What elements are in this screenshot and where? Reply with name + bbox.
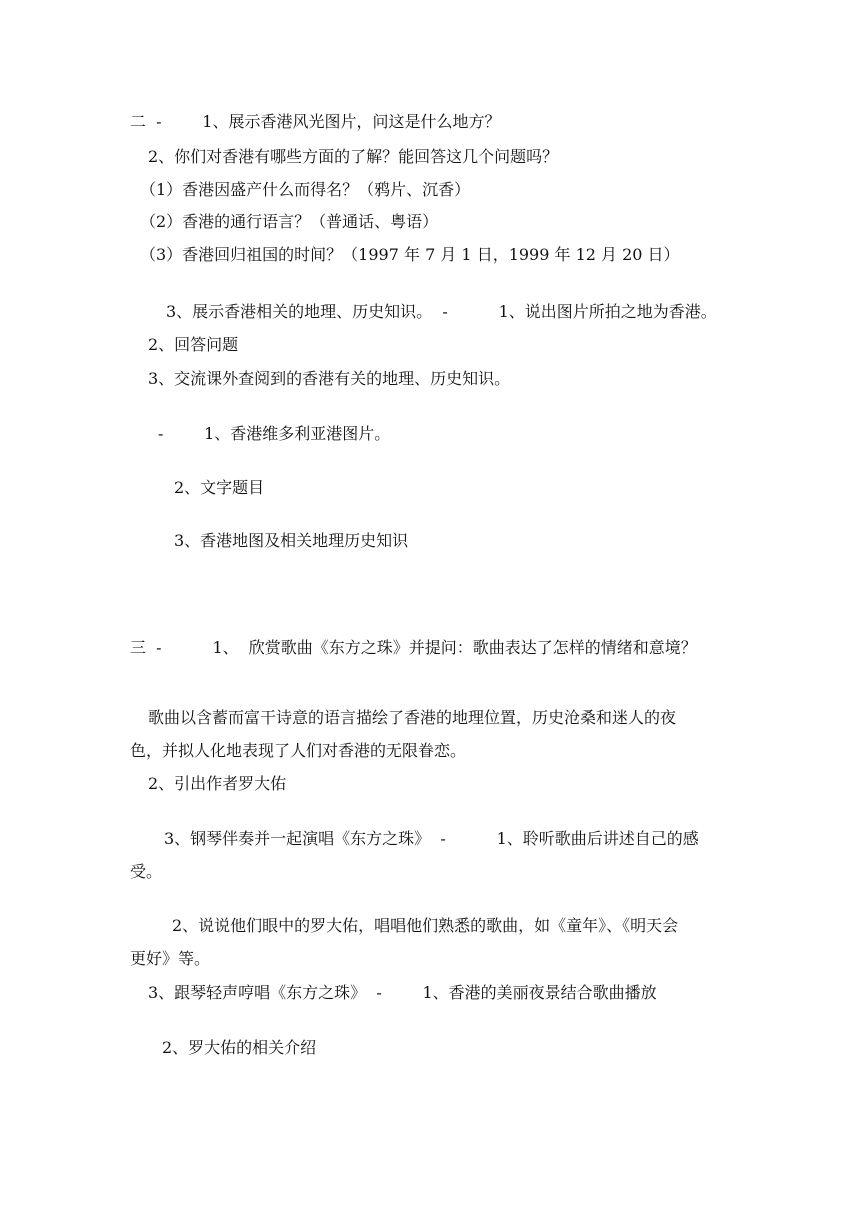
text-line: 色，并拟人化地表现了人们对香港的无限眷恋。 <box>130 741 467 760</box>
text-line: 2、回答问题 <box>148 335 239 354</box>
text-line: 歌曲以含蓄而富干诗意的语言描绘了香港的地理位置，历史沧桑和迷人的夜 <box>148 708 677 727</box>
section-two-heading: 二 - 1、展示香港风光图片，问这是什么地方？ <box>130 112 501 131</box>
section-three-heading: 三 - 1、 欣赏歌曲《东方之珠》并提问：歌曲表达了怎样的情绪和意境？ <box>130 638 697 657</box>
text-line: 更好》等。 <box>130 949 211 968</box>
text-line: 受。 <box>130 862 163 881</box>
text-line: 3、跟琴轻声哼唱《东方之珠》 - 1、香港的美丽夜景结合歌曲播放 <box>148 983 657 1002</box>
text-line: 2、引出作者罗大佑 <box>148 774 287 793</box>
text-line: 2、你们对香港有哪些方面的了解？能回答这几个问题吗？ <box>148 147 559 166</box>
text-line: 3、交流课外查阅到的香港有关的地理、历史知识。 <box>148 369 511 388</box>
text-line: 3、展示香港相关的地理、历史知识。 - 1、说出图片所拍之地为香港。 <box>166 302 717 321</box>
text-line: 2、文字题目 <box>174 478 265 497</box>
text-line: （1）香港因盛产什么而得名？（鸦片、沉香） <box>140 180 471 199</box>
text-line: 3、钢琴伴奏并一起演唱《东方之珠》 - 1、聆听歌曲后讲述自己的感 <box>164 829 699 848</box>
text-line: 2、罗大佑的相关介绍 <box>162 1038 317 1057</box>
text-line: 3、香港地图及相关地理历史知识 <box>174 531 409 550</box>
text-line: 2、说说他们眼中的罗大佑，唱唱他们熟悉的歌曲，如《童年》、《明天会 <box>172 916 679 935</box>
text-line: （2）香港的通行语言？（普通话、粤语） <box>140 212 439 231</box>
text-line: - 1、香港维多利亚港图片。 <box>158 424 391 443</box>
text-line: （3）香港回归祖国的时间？（1997 年 7 月 1 日，1999 年 12 月 20 日） <box>140 245 680 264</box>
